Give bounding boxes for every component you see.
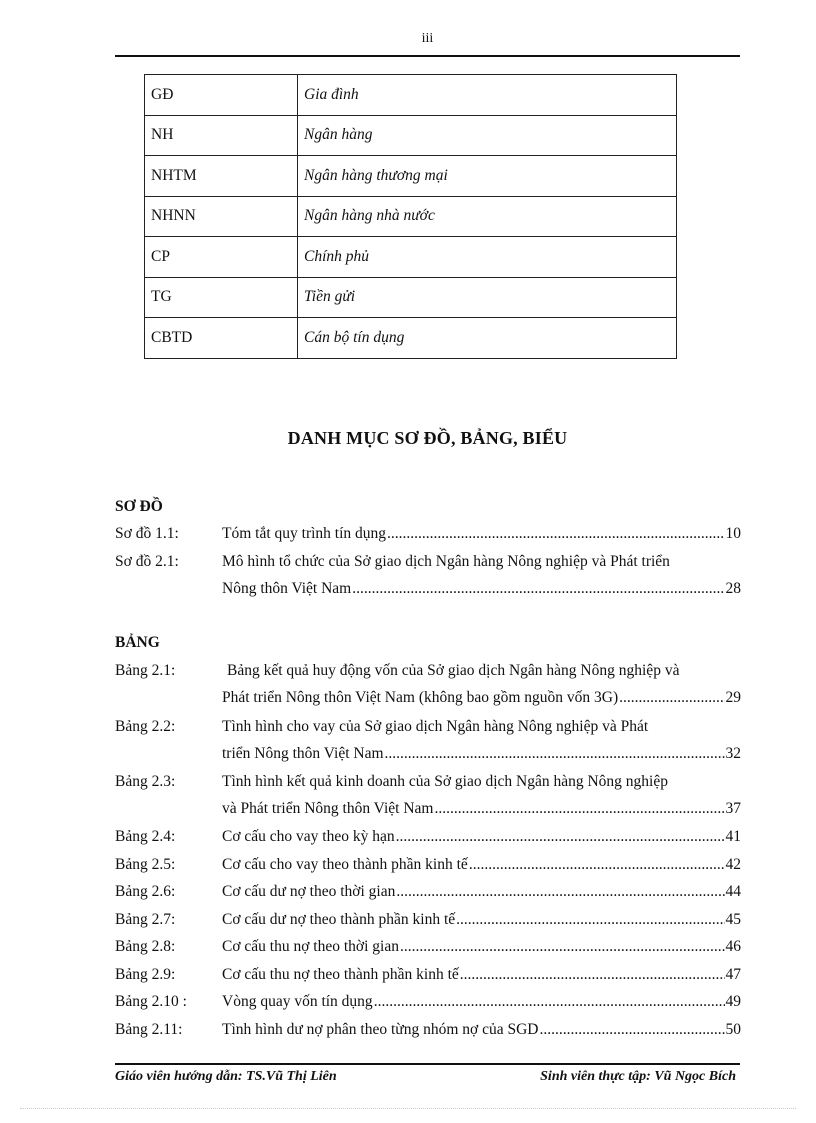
dot-leader (619, 684, 724, 711)
toc-entry (115, 878, 741, 905)
toc-entry (115, 520, 741, 547)
entry-page: 44 (725, 883, 741, 900)
abbr-meaning: Ngân hàng nhà nước (298, 196, 677, 237)
toc-entry (115, 933, 741, 960)
footer-supervisor: Giáo viên hướng dẫn: TS.Vũ Thị Liên (115, 1069, 337, 1084)
tables-heading: BẢNG (115, 634, 160, 651)
toc-entry (115, 548, 741, 603)
dot-leader (469, 851, 725, 878)
abbr-code: NH (145, 115, 298, 156)
table-row (145, 115, 677, 156)
entry-label: Bảng 2.7: (115, 911, 176, 928)
footer-student: Sinh viên thực tập: Vũ Ngọc Bích (540, 1069, 736, 1084)
entry-title-cont: Phát triển Nông thôn Việt Nam (không bao gồm nguồn vốn 3G) (222, 689, 619, 707)
abbr-code: GĐ (145, 75, 298, 116)
entry-label: Sơ đồ 1.1: (115, 525, 179, 542)
abbr-meaning: Ngân hàng (298, 115, 677, 156)
entry-title: Cơ cấu cho vay theo thành phần kinh tế (222, 856, 468, 873)
entry-page: 47 (725, 966, 741, 983)
entry-label: Bảng 2.1: (115, 662, 176, 679)
table-row (145, 277, 677, 318)
entry-title: Cơ cấu cho vay theo kỳ hạn (222, 828, 395, 845)
entry-label: Bảng 2.9: (115, 966, 176, 983)
entry-label: Bảng 2.10 : (115, 993, 187, 1010)
entry-page: 45 (725, 911, 741, 928)
entry-label: Bảng 2.8: (115, 938, 176, 955)
entry-title-cont: và Phát triển Nông thôn Việt Nam (222, 800, 434, 818)
dot-leader (400, 933, 725, 960)
entry-title: Cơ cấu dư nợ theo thời gian (222, 883, 396, 900)
toc-entry (115, 713, 741, 768)
entry-page: 37 (725, 800, 741, 818)
entry-label: Bảng 2.2: (115, 718, 176, 735)
entry-title-cont: triển Nông thôn Việt Nam (222, 745, 384, 763)
table-row (145, 156, 677, 197)
entry-page: 42 (725, 856, 741, 873)
dot-leader (539, 1016, 724, 1043)
abbr-code: NHTM (145, 156, 298, 197)
entry-label: Bảng 2.6: (115, 883, 176, 900)
entry-title: Vòng quay vốn tín dụng (222, 993, 373, 1010)
entry-title: Tình hình dư nợ phân theo từng nhóm nợ của SGD (222, 1021, 539, 1038)
entry-page: 46 (725, 938, 741, 955)
abbr-code: TG (145, 277, 298, 318)
entry-page: 10 (725, 525, 741, 542)
page-title: DANH MỤC SƠ ĐỒ, BẢNG, BIỂU (287, 428, 568, 448)
page-number: iii (421, 31, 434, 46)
table-row (145, 75, 677, 116)
abbr-meaning: Gia đình (298, 75, 677, 116)
abbr-meaning: Chính phủ (298, 237, 677, 278)
abbr-meaning: Cán bộ tín dụng (298, 318, 677, 359)
toc-entry (115, 961, 741, 988)
footer-rule (115, 1063, 740, 1065)
toc-entry (115, 988, 741, 1015)
dot-leader (460, 961, 725, 988)
toc-entry (115, 823, 741, 850)
entry-title: Cơ cấu thu nợ theo thành phần kinh tế (222, 966, 459, 983)
entry-label: Sơ đồ 2.1: (115, 553, 179, 570)
table-row (145, 196, 677, 237)
abbr-code: CBTD (145, 318, 298, 359)
page-edge (20, 1108, 796, 1109)
entry-title: Bảng kết quả huy động vốn của Sở giao dịch Ngân hàng Nông nghiệp và (227, 662, 680, 679)
toc-entry (115, 657, 741, 712)
toc-entry (115, 906, 741, 933)
dot-leader (456, 906, 724, 933)
entry-title-cont: Nông thôn Việt Nam (222, 580, 352, 598)
dot-leader (374, 988, 725, 1015)
abbr-meaning: Tiền gửi (298, 277, 677, 318)
entry-title: Cơ cấu dư nợ theo thành phần kinh tế (222, 911, 456, 928)
entry-title: Tình hình kết quả kinh doanh của Sở giao dịch Ngân hàng Nông nghiệp (222, 773, 668, 790)
header-rule (115, 55, 740, 57)
abbr-code: CP (145, 237, 298, 278)
toc-entry (115, 851, 741, 878)
entry-title: Cơ cấu thu nợ theo thời gian (222, 938, 399, 955)
entry-page: 28 (725, 580, 741, 598)
table-row (145, 237, 677, 278)
entry-label: Bảng 2.5: (115, 856, 176, 873)
dot-leader (396, 878, 724, 905)
table-row (145, 318, 677, 359)
entry-page: 32 (725, 745, 741, 763)
entry-label: Bảng 2.3: (115, 773, 176, 790)
entry-title: Mô hình tổ chức của Sở giao dịch Ngân hàng Nông nghiệp và Phát triển (222, 553, 670, 570)
entry-label: Bảng 2.4: (115, 828, 176, 845)
toc-entry (115, 1016, 741, 1043)
entry-title: Tóm tắt quy trình tín dụng (222, 525, 387, 542)
entry-page: 50 (725, 1021, 741, 1038)
dot-leader (434, 795, 724, 822)
entry-title: Tình hình cho vay của Sở giao dịch Ngân hàng Nông nghiệp và Phát (222, 718, 649, 735)
entry-page: 29 (725, 689, 741, 707)
abbr-meaning: Ngân hàng thương mại (298, 156, 677, 197)
dot-leader (385, 740, 725, 767)
entry-page: 41 (725, 828, 741, 845)
diagrams-heading: SƠ ĐỒ (115, 498, 163, 515)
abbr-code: NHNN (145, 196, 298, 237)
dot-leader (352, 575, 724, 602)
entry-label: Bảng 2.11: (115, 1021, 183, 1038)
dot-leader (387, 520, 724, 547)
entry-page: 49 (725, 993, 741, 1010)
dot-leader (396, 823, 725, 850)
toc-entry (115, 768, 741, 823)
abbreviation-table (144, 74, 677, 359)
